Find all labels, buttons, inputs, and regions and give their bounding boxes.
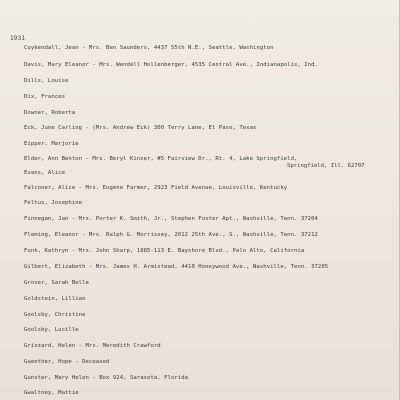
entry-gilbert: Gilbert, Elizabeth - Mrs. James H. Armistead, 4410 Honeywood Ave., Nashville, Tenn. 37205 [24,264,329,270]
entry-goldstein: Goldstein, Lillian [24,296,86,302]
entry-guenther: Guenther, Hope - Deceased [24,359,110,365]
entry-falconer: Falconer, Alice - Mrs. Eugene Farmer, 2923 Field Avenue, Louisville, Kentucky [24,185,288,191]
entry-cuykendall: Cuykendall, Jean - Mrs. Ben Saunders, 4437 55th N.E., Seattle, Washington [24,45,274,51]
entry-evans: Evans, Alice [24,170,66,176]
entry-davis: Davis, Mary Eleanor - Mrs. Wendell Hollenberger, 4535 Central Ave., Indianapolis, Ind. [24,62,318,68]
entry-grizzard: Grizzard, Helen - Mrs. Meredith Crawford [24,343,161,349]
entry-downer: Downer, Roberta [24,110,76,116]
entry-eipper: Eipper, Marjorie [24,141,79,147]
entry-elder: Elder, Ann Benton - Mrs. Beryl Kinser, #5 Fairview Dr., Rt. 4, Lake Springfield, [24,156,298,162]
entry-dills: Dills, Louise [24,78,69,84]
entry-gunster: Gunster, Mary Helen - Box 924, Sarasota, Florida [24,375,189,381]
entry-funk: Funk, Kathryn - Mrs. John Sharp, 1885-113 E. Bayshore Blvd., Palo Alto, California [24,248,305,254]
entry-elder-continuation: Springfield, Ill. 62707 [287,163,365,169]
class-year: 1931 [10,35,26,42]
entry-gwaltney: Gwaltney, Mattie [24,390,79,396]
entry-eck: Eck, June Carling - (Mrs. Andrew Eck) 300 Terry Lane, El Paso, Texas [24,125,257,131]
entry-grover: Grover, Sarah Belle [24,280,89,286]
entry-dix: Dix, Frances [24,94,66,100]
entry-fleming: Fleming, Eleanor - Mrs. Ralph G. Morrissey, 2012 25th Ave., S., Nashville, Tenn. 37212 [24,232,318,238]
entry-finnegan: Finnegan, Jan - Mrs. Porter K. Smith, Jr., Stephen Foster Apt., Nashville, Tenn. 37204 [24,216,318,222]
entry-goolsby-lucille: Goolsby, Lucille [24,327,79,333]
entry-feltus: Feltus, Josephine [24,200,83,206]
entry-goolsby-christine: Goolsby, Christine [24,312,86,318]
